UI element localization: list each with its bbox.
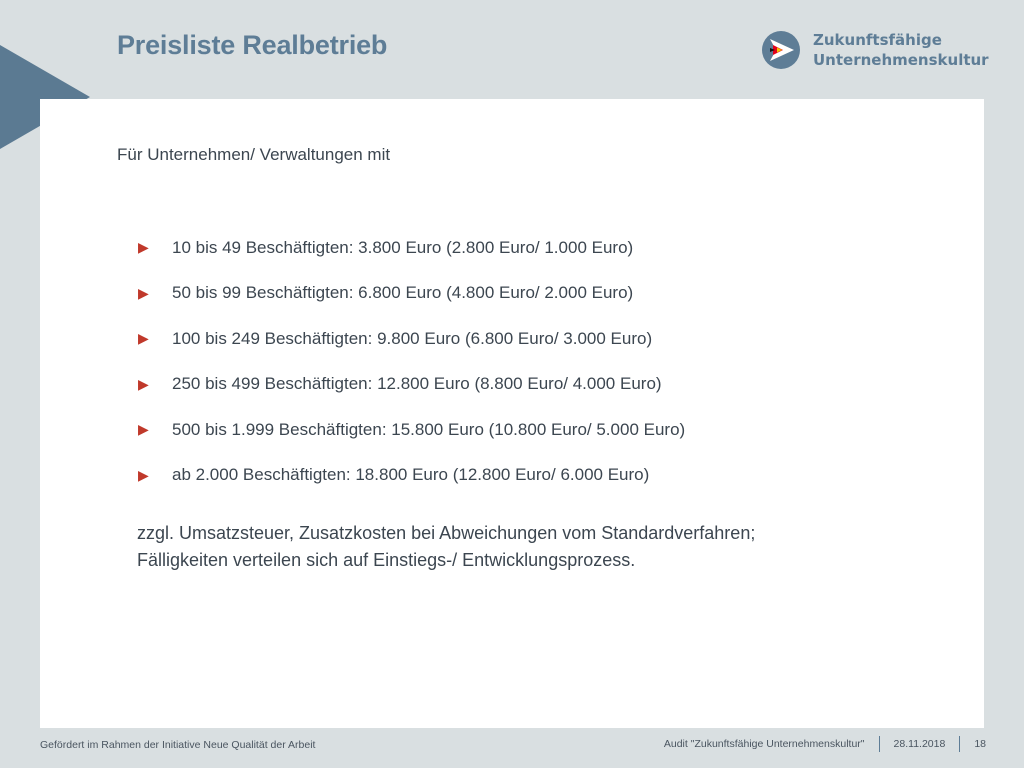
price-item-text: 10 bis 49 Beschäftigten: 3.800 Euro (2.800 Euro/ 1.000 Euro) [172, 237, 634, 257]
list-item [138, 407, 685, 453]
list-item [138, 316, 685, 362]
footer-divider [879, 736, 880, 752]
footer-date: 28.11.2018 [893, 738, 946, 750]
note-line-1: zzgl. Umsatzsteuer, Zusatzkosten bei Abweichungen vom Standardverfahren; [137, 523, 756, 543]
slide-title: Preisliste Realbetrieb [117, 30, 388, 60]
footer-audit-label: Audit "Zukunftsfähige Unternehmenskultur" [663, 738, 865, 750]
bullet-arrow-icon: ▶ [138, 375, 149, 392]
logo-text [813, 30, 989, 70]
footer-funding-note: Gefördert im Rahmen der Initiative Neue Qualität der Arbeit [40, 739, 316, 751]
price-item-text: ab 2.000 Beschäftigten: 18.800 Euro (12.800 Euro/ 6.000 Euro) [172, 465, 650, 485]
bullet-arrow-icon: ▶ [138, 421, 149, 438]
list-item [138, 225, 685, 271]
list-item [138, 271, 685, 317]
note-text [137, 520, 755, 574]
bullet-arrow-icon: ▶ [138, 284, 149, 301]
logo-text-line1: Zukunftsfähige [813, 31, 942, 49]
list-item [138, 453, 685, 499]
footer-divider [959, 736, 960, 752]
footer-right [664, 733, 986, 755]
price-list [138, 225, 685, 498]
logo-text-line2: Unternehmenskultur [813, 51, 989, 69]
note-line-2: Fälligkeiten verteilen sich auf Einstiegs-/ Entwicklungsprozess. [137, 550, 636, 570]
price-item-text: 100 bis 249 Beschäftigten: 9.800 Euro (6.800 Euro/ 3.000 Euro) [172, 328, 653, 348]
bullet-arrow-icon: ▶ [138, 330, 149, 347]
price-item-text: 500 bis 1.999 Beschäftigten: 15.800 Euro (10.800 Euro/ 5.000 Euro) [172, 419, 686, 439]
bullet-arrow-icon: ▶ [138, 239, 149, 256]
price-item-text: 250 bis 499 Beschäftigten: 12.800 Euro (8.800 Euro/ 4.000 Euro) [172, 374, 662, 394]
list-item [138, 362, 685, 408]
price-item-text: 50 bis 99 Beschäftigten: 6.800 Euro (4.800 Euro/ 2.000 Euro) [172, 283, 634, 303]
page-number: 18 [974, 738, 986, 750]
intro-text: Für Unternehmen/ Verwaltungen mit [117, 145, 391, 164]
logo [761, 28, 989, 72]
arrow-emblem-icon [761, 30, 801, 70]
content-panel [40, 99, 984, 728]
bullet-arrow-icon: ▶ [138, 466, 149, 483]
